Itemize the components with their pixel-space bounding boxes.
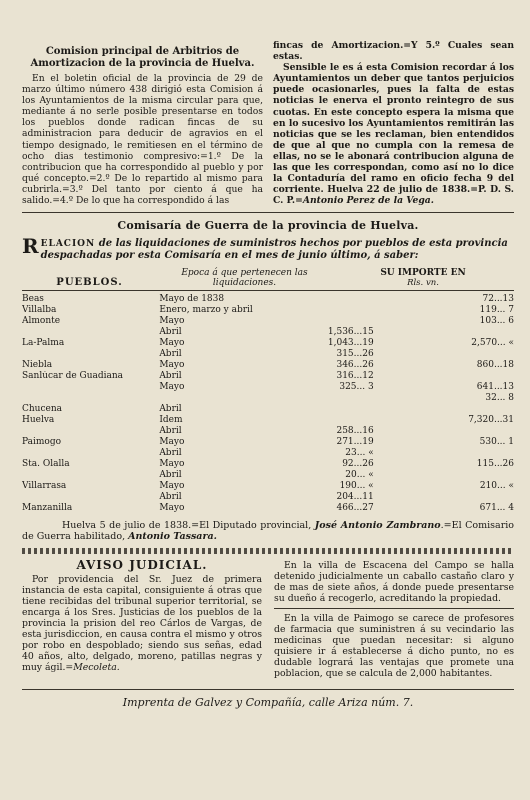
column-right-lead: fincas de Amortizacion.=Y 5.º Cuales sean estas. [273, 40, 514, 63]
row-partial: 316...12 [336, 371, 374, 382]
closing-signature-2: Antonio Tassara. [128, 531, 217, 543]
row-total [378, 448, 514, 459]
table-row [22, 415, 514, 426]
table-row [22, 393, 514, 404]
row-epoca: Abril [159, 404, 182, 415]
top-columns [22, 40, 514, 206]
row-partial: 1,043...19 [327, 338, 374, 349]
table-row [22, 371, 514, 382]
table-row [22, 448, 514, 459]
table-row [22, 382, 514, 393]
row-total: 641...13 [476, 382, 514, 393]
row-total: 72...13 [482, 294, 514, 305]
notice-separator [274, 608, 514, 609]
row-epoca: Abril [159, 448, 182, 459]
row-pueblo: Almonte [22, 316, 61, 327]
row-partial: 1,536...15 [327, 327, 374, 338]
row-total [378, 470, 514, 481]
row-epoca: Mayo [159, 316, 185, 327]
row-total [378, 404, 514, 415]
page [22, 40, 514, 785]
row-total [378, 426, 514, 437]
table-row [22, 437, 514, 448]
row-epoca: Mayo [159, 437, 185, 448]
row-total: 119... 7 [479, 305, 514, 316]
row-total: 671... 4 [479, 503, 514, 514]
row-epoca: Mayo [159, 459, 185, 470]
header-pueblos: PUEBLOS. [56, 277, 123, 289]
liquidaciones-table [22, 294, 514, 514]
row-partial [328, 393, 378, 404]
table-row [22, 294, 514, 305]
column-right-body: Sensible le es á esta Comision recordar á los Ayuntamientos un deber que tantos perjuicios puede ocasionarles, pues la falta de estas noticias le enerva el pronto reintegro de sus cuotas. En este concepto espera la misma que en lo sucesivo los Ayuntamientos remitirán las noticias que se les reclaman, bien entendidos de que al que no cumpla con la remesa de ellas, no se le abonará contribucion alguna de las que les correspondan, como así no lo dice la Contaduría del ramo en oficio fecha 9 del corriente. Huelva 22 de julio de 1838.=P. D. S. C. P.= [273, 62, 514, 207]
row-partial: 23... « [345, 448, 374, 459]
row-total [378, 371, 514, 382]
row-epoca [159, 393, 328, 404]
row-epoca: Abril [159, 492, 182, 503]
row-pueblo: Huelva [22, 415, 55, 426]
row-pueblo: Villalba [22, 305, 57, 316]
row-pueblo [22, 426, 159, 437]
notice-escacena: En la villa de Escacena del Campo se halla detenido judicialmente un caballo castaño claro y de mas de siete años, á donde puede presentarse su dueño á recogerlo, acreditando la propiedad. [274, 560, 514, 605]
row-epoca: Mayo [159, 503, 185, 514]
header-rule [22, 290, 514, 291]
row-partial: 271...19 [336, 437, 374, 448]
ornamental-divider [22, 548, 514, 554]
closing-signature-1: José Antonio Zambrano [314, 520, 441, 532]
row-total: 860...18 [476, 360, 514, 371]
row-epoca: Abril [159, 327, 182, 338]
row-pueblo: Chucena [22, 404, 63, 415]
table-row [22, 470, 514, 481]
column-left [22, 40, 263, 206]
row-epoca: Mayo de 1838 [159, 294, 225, 305]
comisaria-closing [22, 520, 514, 542]
table-row [22, 404, 514, 415]
row-partial [328, 404, 378, 415]
row-epoca: Mayo [159, 382, 185, 393]
closing-mid: .=El Comisario de Guerra habilitado, [22, 520, 514, 543]
imprenta-footer: Imprenta de Galvez y Compañía, calle Ariza núm. 7. [122, 696, 414, 710]
row-epoca: Mayo [159, 360, 185, 371]
divider [22, 212, 514, 213]
row-pueblo: La-Palma [22, 338, 65, 349]
notice-paimogo: En la villa de Paimogo se carece de profesores de farmacia que suministren á su vecindario las medicinas que puedan necesitar: si alguno quisiere ir á establecerse á dicho punto, no es dudable logrará las ventajas que promete una poblacion, que se calcula de 2,000 habitantes. [274, 613, 514, 680]
relacion-heading [22, 234, 514, 262]
row-pueblo [22, 393, 159, 404]
row-pueblo: Sanlúcar de Guadiana [22, 371, 124, 382]
row-pueblo [22, 470, 159, 481]
row-total: 103... 6 [479, 316, 514, 327]
row-epoca: Mayo [159, 481, 185, 492]
row-partial [328, 305, 378, 316]
row-total: 210... « [479, 481, 514, 492]
table-row [22, 481, 514, 492]
row-partial: 190... « [339, 481, 374, 492]
aviso-paragraph [22, 574, 262, 673]
notices-column [274, 560, 514, 683]
row-total [378, 327, 514, 338]
row-pueblo [22, 448, 159, 459]
row-epoca: Mayo [159, 338, 185, 349]
column-right-paragraph [273, 62, 514, 206]
row-epoca: Abril [159, 426, 182, 437]
row-partial: 346...26 [336, 360, 374, 371]
row-pueblo: Beas [22, 294, 44, 305]
row-partial: 258...16 [336, 426, 374, 437]
row-total [378, 349, 514, 360]
table-row [22, 327, 514, 338]
column-right [273, 40, 514, 206]
aviso-signature: Mecoleta. [73, 662, 120, 674]
table-row [22, 338, 514, 349]
aviso-title: AVISO JUDICIAL. [76, 558, 208, 573]
row-partial: 466...27 [336, 503, 374, 514]
table-row [22, 305, 514, 316]
table-row [22, 316, 514, 327]
header-epoca: Epoca á que pertenecen las liquidaciones. [181, 268, 308, 289]
row-partial: 20... « [345, 470, 374, 481]
row-partial [328, 415, 378, 426]
row-partial [328, 294, 378, 305]
header-importe [332, 268, 514, 288]
header-units: Rls. vn. [407, 278, 439, 289]
amortizacion-body: En el boletin oficial de la provincia de 29 de marzo último número 438 dirigió esta Comision á los Ayuntamientos de la misma circular para que, mediante á no serle posible presentarse en todos los pueblos donde radican fincas de su administracion para deducir de agravios en el tiempo designado, le remitiesen en el término de ocho dias testimonio compresivo:=1.º De la contribucion que ha correspondido al pueblo y por qué concepto.=2.º De lo repartido al mismo para cubrirla.=3.º Del tanto por ciento á que ha salido.=4.º De lo que ha correspondido á las [22, 73, 263, 207]
row-pueblo: Manzanilla [22, 503, 73, 514]
relacion-smallcaps: ELACION [40, 239, 96, 250]
row-pueblo: Sta. Olalla [22, 459, 70, 470]
row-pueblo [22, 382, 159, 393]
aviso-body: Por providencia del Sr. Juez de primera instancia de esta capital, consiguiente á otras que tiene recibidas del tribunal superior territorial, se encarga á los Sres. Justicias de los pueblos de la provincia la prision del reo Cárlos de Vargas, de esta jurisdiccion, en causa contra el mismo y otros por robo en despoblado; siendo sus señas, edad 40 años, alto, delgado, moreno, patillas negras y muy ágil.= [22, 574, 262, 674]
footer-rule [22, 689, 514, 690]
row-epoca: Abril [159, 371, 182, 382]
amortizacion-title: Comision principal de Arbitrios de Amortizacion de la provincia de Huelva. [30, 46, 255, 69]
row-epoca: Abril [159, 349, 182, 360]
row-epoca: Abril [159, 470, 182, 481]
row-total [378, 492, 514, 503]
row-pueblo [22, 327, 159, 338]
row-pueblo [22, 492, 159, 503]
table-row [22, 503, 514, 514]
bottom-columns [22, 560, 514, 683]
table-row [22, 426, 514, 437]
row-total: 115...26 [476, 459, 514, 470]
table-row [22, 459, 514, 470]
table-row [22, 349, 514, 360]
row-epoca: Enero, marzo y abril [159, 305, 253, 316]
row-total: 530... 1 [479, 437, 514, 448]
drop-cap: R [22, 234, 39, 259]
row-partial [328, 316, 378, 327]
table-body [22, 294, 514, 514]
row-total: 2,570... « [471, 338, 514, 349]
aviso-column [22, 560, 262, 683]
table-row [22, 360, 514, 371]
row-pueblo: Niebla [22, 360, 53, 371]
row-partial: 325... 3 [339, 382, 374, 393]
row-pueblo: Villarrasa [22, 481, 67, 492]
header-importe-title: SU IMPORTE EN [380, 268, 466, 279]
relacion-text: de las liquidaciones de suministros hechos por pueblos de esta provincia despachadas por esta Comisaría en el mes de junio último, á saber: [40, 238, 508, 262]
row-pueblo: Paimogo [22, 437, 62, 448]
row-pueblo [22, 349, 159, 360]
row-partial: 92...26 [342, 459, 374, 470]
row-epoca: Idem [159, 415, 183, 426]
row-partial: 315...26 [336, 349, 374, 360]
row-partial: 204...11 [336, 492, 374, 503]
table-header [22, 268, 514, 288]
row-total: 7,320...31 [468, 415, 514, 426]
column-right-signature: Antonio Perez de la Vega. [302, 195, 434, 207]
row-total: 32... 8 [485, 393, 514, 404]
comisaria-title: Comisaría de Guerra de la provincia de Huelva. [117, 219, 419, 233]
closing-text: Huelva 5 de julio de 1838.=El Diputado provincial, [62, 520, 315, 532]
table-row [22, 492, 514, 503]
